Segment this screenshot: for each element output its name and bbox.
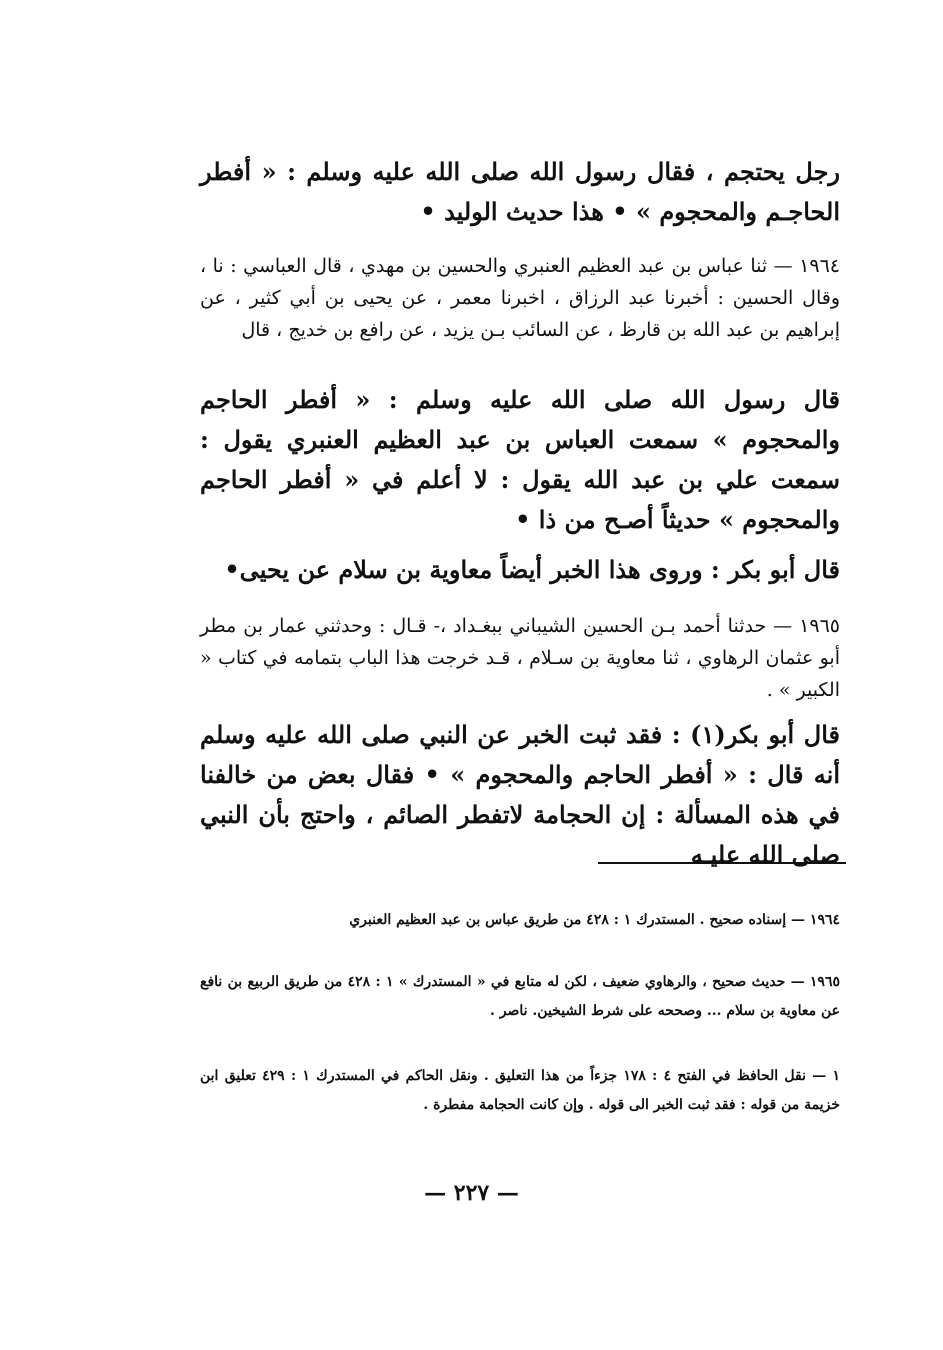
paragraph-hadith-1964: ١٩٦٤ — ثنا عباس بن عبد العظيم العنبري والحسين بن مهدي ، قال العباسي : نا ، وقال الحسين : أخبرنا عبد الرزاق ، اخبرنا معمر ، عن يحيى بن أبي كثير ، عن إبراهيم بن عبد الله بن قارظ ، عن السائب بـن يزيد ، عن رافع بن خديج ، قال bbox=[200, 255, 840, 341]
paragraph-6: قال أبو بكر(١) : فقد ثبت الخبر عن النبي صلى الله عليه وسلم أنه قال : « أفطر الحاجم والمحجوم » • فقال بعض من خالفنا في هذه المسألة : إن الحجامة لاتفطر الصائم ، واحتج بأن النبي صلى الله عليـه bbox=[200, 720, 840, 869]
paragraph-hadith-1965: ١٩٦٥ — حدثنا أحمد بـن الحسين الشيباني ببغـداد ،- قـال : وحدثني عمار بن مطر أبو عثمان الرهاوي ، ثنا معاوية بن سـلام ، قـد خرجت هذا الباب بتمامه في كتاب « الكبير » . bbox=[200, 615, 840, 701]
footnote-1964: ١٩٦٤ — إسناده صحيح . المستدرك ١ : ٤٢٨ من طريق عباس بن عبد العظيم العنبري bbox=[349, 912, 840, 928]
paragraph-1: رجل يحتجم ، فقال رسول الله صلى الله عليه وسلم : « أفطر الحاجـم والمحجوم » • هذا حديث الوليد • bbox=[200, 157, 840, 226]
footnote-divider bbox=[598, 862, 846, 864]
page-number: — ٢٢٧ — bbox=[424, 1180, 519, 1206]
footnote-1965: ١٩٦٥ — حديث صحيح ، والرهاوي ضعيف ، لكن له متابع في « المستدرك » ١ : ٤٢٨ من طريق الربيع بن نافع عن معاوية بن سلام ... وصححه على شرط الشيخين. ناصر . bbox=[200, 974, 840, 1019]
paragraph-3: قال رسول الله صلى الله عليه وسلم : « أفطر الحاجم والمحجوم » سمعت العباس بن عبد العظيم العنبري يقول : سمعت علي بن عبد الله يقول : لا أعلم في « أفطر الحاجم والمحجوم » حديثاً أصـح من ذا • bbox=[200, 385, 840, 534]
paragraph-4: قال أبو بكر : وروى هذا الخبر أيضاً معاوية بن سلام عن يحيى• bbox=[224, 555, 840, 584]
footnote-1: ١ — نقل الحافظ في الفتح ٤ : ١٧٨ جزءاً من هذا التعليق . ونقل الحاكم في المستدرك ١ : ٤٢٩ تعليق ابن خزيمة من قوله : فقد ثبت الخبر الى قوله . وإن كانت الحجامة مفطرة . bbox=[200, 1068, 840, 1113]
